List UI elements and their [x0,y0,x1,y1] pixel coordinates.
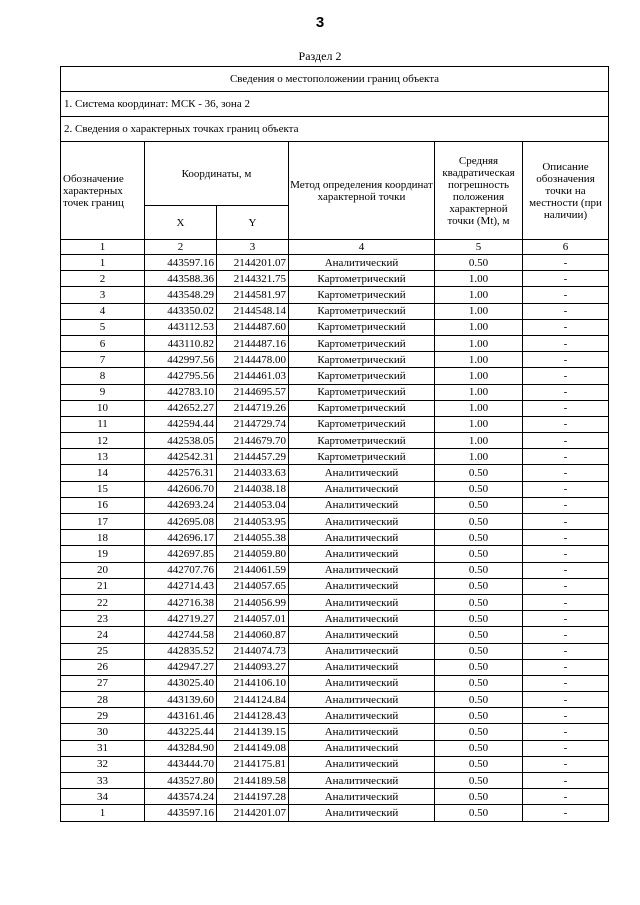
coord-y-cell: 2144061.59 [217,562,289,578]
coord-y-cell: 2144201.07 [217,805,289,821]
coord-x-cell: 442997.56 [145,352,217,368]
coord-y-cell: 2144487.16 [217,335,289,351]
coord-x-cell: 442542.31 [145,449,217,465]
boundary-table [60,66,609,822]
coord-x-cell: 443527.80 [145,773,217,789]
accuracy-cell: 1.00 [435,416,523,432]
method-cell: Аналитический [289,659,435,675]
section-title: Раздел 2 [298,49,342,63]
accuracy-cell: 0.50 [435,773,523,789]
table-row [61,578,609,594]
coordinate-system: 1. Система координат: МСК - 36, зона 2 [61,92,609,117]
point-number-cell: 34 [61,789,145,805]
table-row [61,465,609,481]
accuracy-cell: 0.50 [435,514,523,530]
description-cell: - [523,724,609,740]
coord-x-cell: 442714.43 [145,578,217,594]
description-cell: - [523,416,609,432]
description-cell: - [523,756,609,772]
table-row [61,594,609,610]
table-row [61,481,609,497]
coord-x-cell: 443548.29 [145,287,217,303]
accuracy-cell: 1.00 [435,271,523,287]
point-number-cell: 1 [61,255,145,271]
method-cell: Картометрический [289,368,435,384]
coord-y-cell: 2144729.74 [217,416,289,432]
header-accuracy: Средняя квадратическая погрешность положения характерной точки (Mt), м [435,142,523,240]
description-cell: - [523,611,609,627]
point-number-cell: 12 [61,433,145,449]
accuracy-cell: 0.50 [435,675,523,691]
method-cell: Картометрический [289,319,435,335]
table-row [61,724,609,740]
coord-x-cell: 442695.08 [145,514,217,530]
coord-x-cell: 442795.56 [145,368,217,384]
coord-y-cell: 2144060.87 [217,627,289,643]
method-cell: Аналитический [289,255,435,271]
point-number-cell: 32 [61,756,145,772]
description-cell: - [523,675,609,691]
coord-x-cell: 443110.82 [145,335,217,351]
description-cell: - [523,384,609,400]
coord-y-cell: 2144461.03 [217,368,289,384]
coord-y-cell: 2144548.14 [217,303,289,319]
method-cell: Аналитический [289,465,435,481]
method-cell: Картометрический [289,400,435,416]
accuracy-cell: 1.00 [435,319,523,335]
point-number-cell: 19 [61,546,145,562]
description-cell: - [523,659,609,675]
coord-x-cell: 443025.40 [145,675,217,691]
accuracy-cell: 1.00 [435,303,523,319]
accuracy-cell: 0.50 [435,465,523,481]
description-cell: - [523,546,609,562]
method-cell: Картометрический [289,433,435,449]
table-row [61,627,609,643]
point-number-cell: 2 [61,271,145,287]
accuracy-cell: 0.50 [435,740,523,756]
coord-y-cell: 2144175.81 [217,756,289,772]
point-number-cell: 23 [61,611,145,627]
method-cell: Аналитический [289,756,435,772]
method-cell: Картометрический [289,384,435,400]
table-row [61,287,609,303]
coord-y-cell: 2144478.00 [217,352,289,368]
column-number: 6 [523,240,609,255]
coord-x-cell: 442697.85 [145,546,217,562]
point-number-cell: 21 [61,578,145,594]
table-row [61,546,609,562]
point-number-cell: 29 [61,708,145,724]
accuracy-cell: 0.50 [435,530,523,546]
coord-y-cell: 2144581.97 [217,287,289,303]
coord-y-cell: 2144719.26 [217,400,289,416]
accuracy-cell: 0.50 [435,789,523,805]
column-number: 1 [61,240,145,255]
column-number: 2 [145,240,217,255]
description-cell: - [523,578,609,594]
coord-y-cell: 2144189.58 [217,773,289,789]
description-cell: - [523,255,609,271]
table-row [61,611,609,627]
point-number-cell: 17 [61,514,145,530]
point-number-cell: 33 [61,773,145,789]
table-row [61,352,609,368]
point-number-cell: 10 [61,400,145,416]
header-designation: Обозначение характерных точек границ [61,142,145,240]
method-cell: Аналитический [289,546,435,562]
coord-y-cell: 2144197.28 [217,789,289,805]
description-cell: - [523,708,609,724]
accuracy-cell: 0.50 [435,692,523,708]
method-cell: Картометрический [289,416,435,432]
table-row [61,789,609,805]
point-number-cell: 11 [61,416,145,432]
coord-x-cell: 443139.60 [145,692,217,708]
coord-x-cell: 443161.46 [145,708,217,724]
table-row [61,400,609,416]
accuracy-cell: 1.00 [435,449,523,465]
table-row [61,805,609,821]
method-cell: Аналитический [289,530,435,546]
coord-x-cell: 443574.24 [145,789,217,805]
point-number-cell: 28 [61,692,145,708]
accuracy-cell: 0.50 [435,255,523,271]
accuracy-cell: 0.50 [435,805,523,821]
table-row [61,643,609,659]
table-row [61,368,609,384]
coord-x-cell: 442719.27 [145,611,217,627]
table-row [61,692,609,708]
description-cell: - [523,303,609,319]
coord-x-cell: 442835.52 [145,643,217,659]
method-cell: Аналитический [289,594,435,610]
header-method: Метод определения координат характерной точки [289,142,435,240]
point-number-cell: 26 [61,659,145,675]
table-row [61,562,609,578]
description-cell: - [523,627,609,643]
description-cell: - [523,368,609,384]
point-number-cell: 22 [61,594,145,610]
point-number-cell: 30 [61,724,145,740]
accuracy-cell: 1.00 [435,352,523,368]
method-cell: Аналитический [289,627,435,643]
accuracy-cell: 1.00 [435,287,523,303]
method-cell: Аналитический [289,740,435,756]
accuracy-cell: 0.50 [435,643,523,659]
point-number-cell: 25 [61,643,145,659]
description-cell: - [523,643,609,659]
coord-y-cell: 2144074.73 [217,643,289,659]
coord-x-cell: 442652.27 [145,400,217,416]
column-number: 4 [289,240,435,255]
coord-y-cell: 2144201.07 [217,255,289,271]
column-number: 3 [217,240,289,255]
coord-y-cell: 2144053.04 [217,497,289,513]
table-row [61,449,609,465]
method-cell: Картометрический [289,352,435,368]
accuracy-cell: 1.00 [435,433,523,449]
method-cell: Аналитический [289,789,435,805]
coord-x-cell: 442716.38 [145,594,217,610]
header-y: Y [217,206,289,240]
table-row [61,433,609,449]
header-description: Описание обозначения точки на местности (при наличии) [523,142,609,240]
table-row [61,659,609,675]
description-cell: - [523,319,609,335]
method-cell: Картометрический [289,335,435,351]
coord-x-cell: 443444.70 [145,756,217,772]
point-number-cell: 14 [61,465,145,481]
coord-x-cell: 443597.16 [145,805,217,821]
accuracy-cell: 1.00 [435,384,523,400]
point-number-cell: 7 [61,352,145,368]
coord-y-cell: 2144053.95 [217,514,289,530]
coord-x-cell: 442696.17 [145,530,217,546]
description-cell: - [523,497,609,513]
page-number: 3 [315,14,325,31]
coord-x-cell: 442538.05 [145,433,217,449]
description-cell: - [523,481,609,497]
point-number-cell: 8 [61,368,145,384]
accuracy-cell: 0.50 [435,659,523,675]
accuracy-cell: 0.50 [435,627,523,643]
table-row [61,303,609,319]
table-row [61,335,609,351]
method-cell: Аналитический [289,773,435,789]
table-title: Сведения о местоположении границ объекта [61,67,609,92]
coord-y-cell: 2144695.57 [217,384,289,400]
coord-x-cell: 443597.16 [145,255,217,271]
method-cell: Аналитический [289,481,435,497]
description-cell: - [523,789,609,805]
description-cell: - [523,287,609,303]
accuracy-cell: 0.50 [435,481,523,497]
coord-y-cell: 2144056.99 [217,594,289,610]
coord-y-cell: 2144487.60 [217,319,289,335]
point-number-cell: 3 [61,287,145,303]
description-cell: - [523,692,609,708]
accuracy-cell: 1.00 [435,400,523,416]
table-row [61,756,609,772]
coord-y-cell: 2144106.10 [217,675,289,691]
table-row [61,416,609,432]
method-cell: Аналитический [289,805,435,821]
method-cell: Картометрический [289,303,435,319]
coord-y-cell: 2144139.15 [217,724,289,740]
point-number-cell: 18 [61,530,145,546]
accuracy-cell: 0.50 [435,611,523,627]
accuracy-cell: 1.00 [435,335,523,351]
description-cell: - [523,740,609,756]
description-cell: - [523,400,609,416]
point-number-cell: 15 [61,481,145,497]
coord-y-cell: 2144057.65 [217,578,289,594]
method-cell: Аналитический [289,643,435,659]
table-row [61,497,609,513]
description-cell: - [523,271,609,287]
coord-x-cell: 442947.27 [145,659,217,675]
accuracy-cell: 0.50 [435,578,523,594]
method-cell: Аналитический [289,708,435,724]
coord-y-cell: 2144128.43 [217,708,289,724]
points-title: 2. Сведения о характерных точках границ объекта [61,117,609,142]
method-cell: Аналитический [289,611,435,627]
table-row [61,740,609,756]
point-number-cell: 16 [61,497,145,513]
description-cell: - [523,805,609,821]
header-x: X [145,206,217,240]
table-row [61,773,609,789]
table-row [61,708,609,724]
coord-x-cell: 442576.31 [145,465,217,481]
coord-y-cell: 2144033.63 [217,465,289,481]
coord-y-cell: 2144059.80 [217,546,289,562]
method-cell: Аналитический [289,562,435,578]
coord-y-cell: 2144055.38 [217,530,289,546]
coord-y-cell: 2144679.70 [217,433,289,449]
point-number-cell: 13 [61,449,145,465]
coord-y-cell: 2144124.84 [217,692,289,708]
method-cell: Аналитический [289,578,435,594]
table-row [61,384,609,400]
coord-x-cell: 443588.36 [145,271,217,287]
accuracy-cell: 1.00 [435,368,523,384]
accuracy-cell: 0.50 [435,756,523,772]
table-row [61,255,609,271]
description-cell: - [523,433,609,449]
description-cell: - [523,530,609,546]
point-number-cell: 1 [61,805,145,821]
method-cell: Картометрический [289,271,435,287]
table-row [61,675,609,691]
coord-x-cell: 442693.24 [145,497,217,513]
description-cell: - [523,465,609,481]
description-cell: - [523,773,609,789]
accuracy-cell: 0.50 [435,497,523,513]
accuracy-cell: 0.50 [435,594,523,610]
table-row [61,514,609,530]
description-cell: - [523,335,609,351]
coord-x-cell: 442707.76 [145,562,217,578]
method-cell: Аналитический [289,692,435,708]
method-cell: Аналитический [289,497,435,513]
point-number-cell: 4 [61,303,145,319]
coord-x-cell: 442594.44 [145,416,217,432]
point-number-cell: 5 [61,319,145,335]
coord-y-cell: 2144057.01 [217,611,289,627]
coord-x-cell: 442606.70 [145,481,217,497]
method-cell: Картометрический [289,449,435,465]
table-row [61,530,609,546]
coord-x-cell: 443112.53 [145,319,217,335]
accuracy-cell: 0.50 [435,562,523,578]
coord-y-cell: 2144093.27 [217,659,289,675]
table-row [61,319,609,335]
column-numbers-row [61,240,609,255]
description-cell: - [523,562,609,578]
coord-x-cell: 443284.90 [145,740,217,756]
point-number-cell: 9 [61,384,145,400]
point-number-cell: 31 [61,740,145,756]
description-cell: - [523,514,609,530]
description-cell: - [523,352,609,368]
coord-y-cell: 2144321.75 [217,271,289,287]
point-number-cell: 6 [61,335,145,351]
coord-y-cell: 2144149.08 [217,740,289,756]
coord-y-cell: 2144457.29 [217,449,289,465]
point-number-cell: 27 [61,675,145,691]
accuracy-cell: 0.50 [435,546,523,562]
accuracy-cell: 0.50 [435,708,523,724]
header-coordinates: Координаты, м [145,142,289,206]
description-cell: - [523,594,609,610]
method-cell: Картометрический [289,287,435,303]
coord-x-cell: 443225.44 [145,724,217,740]
description-cell: - [523,449,609,465]
method-cell: Аналитический [289,724,435,740]
point-number-cell: 24 [61,627,145,643]
coord-x-cell: 443350.02 [145,303,217,319]
point-number-cell: 20 [61,562,145,578]
coord-y-cell: 2144038.18 [217,481,289,497]
coord-x-cell: 442744.58 [145,627,217,643]
method-cell: Аналитический [289,675,435,691]
table-row [61,271,609,287]
column-number: 5 [435,240,523,255]
method-cell: Аналитический [289,514,435,530]
coord-x-cell: 442783.10 [145,384,217,400]
accuracy-cell: 0.50 [435,724,523,740]
